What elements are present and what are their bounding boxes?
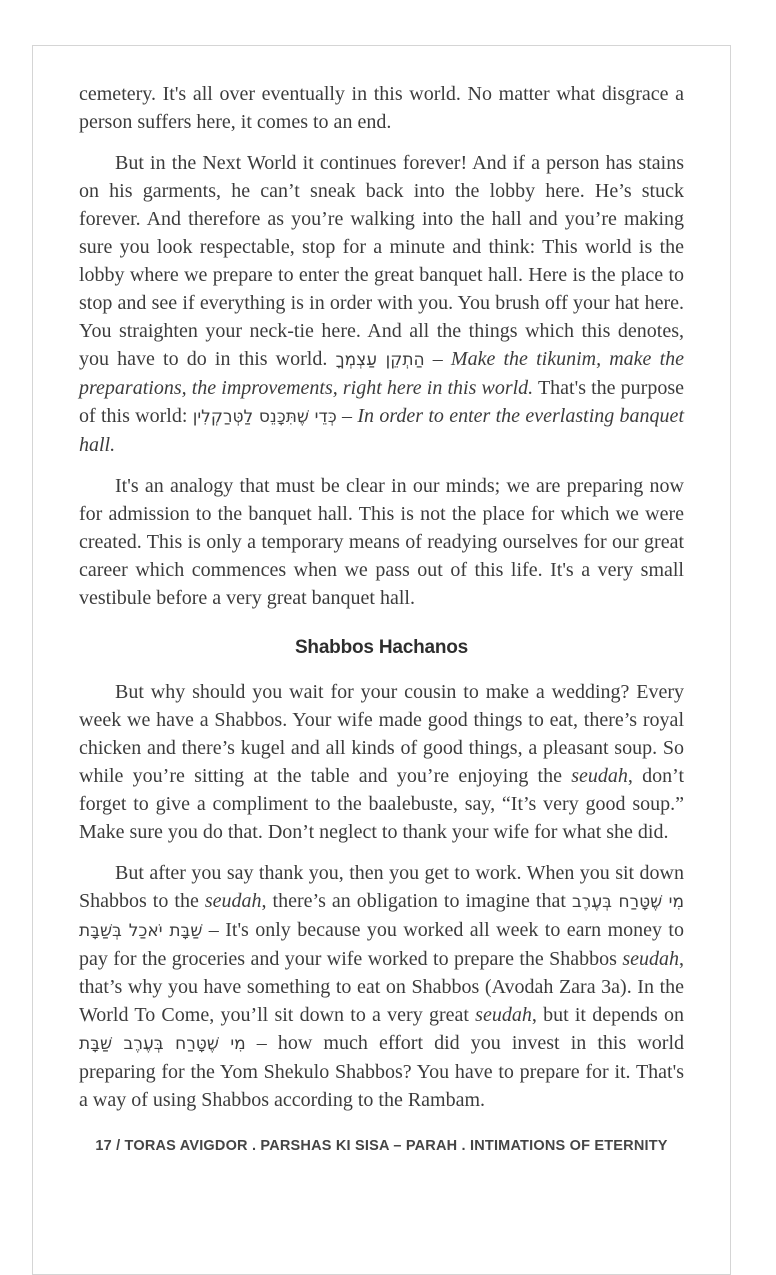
text-segment: seudah bbox=[571, 765, 628, 787]
text-segment: – how much effort did you invest in this world preparing for the Yom Shekulo Shabbos? You have to prepare for it. That's a way of using Shabbos according to the Rambam. bbox=[79, 1032, 685, 1111]
paragraph bbox=[79, 678, 684, 846]
book-page bbox=[32, 45, 731, 1275]
paragraph bbox=[79, 80, 684, 136]
text-segment: – bbox=[336, 405, 358, 427]
text-segment: But why should you wait for your cousin to make a wedding? Every week we have a Shabbos. Your wife made good things to eat, there’s royal chicken and there’s kugel and all kinds of good things, a pleasant soup. So while you’re sitting at the table and you’re enjoying the bbox=[79, 681, 684, 787]
paragraph bbox=[79, 472, 684, 612]
text-segment: seudah bbox=[475, 1004, 532, 1026]
text-segment: Make the tikunim, make the preparations, the improvements, right here in this world. bbox=[79, 348, 685, 399]
text-segment: That's the purpose of this world: bbox=[79, 377, 684, 427]
paragraph bbox=[79, 859, 684, 1114]
text-segment: , there’s an obligation to imagine that bbox=[261, 890, 572, 912]
text-segment: seudah bbox=[204, 890, 262, 912]
text-segment: – bbox=[424, 348, 451, 370]
paragraph bbox=[79, 149, 684, 459]
section-heading: Shabbos Hachanos bbox=[294, 637, 469, 658]
hebrew-phrase: הַתְקֵן עַצְמְךָ bbox=[335, 350, 425, 370]
text-segment: seudah bbox=[622, 948, 679, 970]
text-segment: , don’t forget to give a compliment to the baalebuste, say, “It’s very good soup.” Make sure you do that. Don’t neglect to thank your wife for what she did. bbox=[79, 765, 684, 843]
text-segment: – It's only because you worked all week to earn money to pay for the groceries and your wife worked to prepare the Shabbos bbox=[79, 919, 684, 970]
text-segment: , that’s why you have something to eat on Shabbos (Avodah Zara 3a). In the World To Come, you’ll sit down to a very great bbox=[79, 948, 684, 1026]
text-segment: , but it depends on bbox=[531, 1004, 685, 1026]
text-segment: But in the Next World it continues forever! And if a person has stains on his garments, he can’t sneak back into the lobby here. He’s stuck forever. And therefore as you’re walking into the hall and you’re making sure you look respectable, stop for a minute and think: This world is the lobby where we prepare to enter the great banquet hall. Here is the place to stop and see if everything is in order with you. You brush off your hat here. You straighten your neck-tie here. And all the things which this denotes, you have to do in this world. bbox=[79, 152, 684, 370]
text-segment: cemetery. It's all over eventually in this world. No matter what disgrace a person suffers here, it comes to an end. bbox=[79, 83, 684, 133]
text-segment: It's an analogy that must be clear in our minds; we are preparing now for admission to the banquet hall. This is not the place for which we were created. This is only a temporary means of readying ourselves for our great career which commences when we pass out of this life. It's a very small vestibule before a very great banquet hall. bbox=[79, 475, 684, 609]
hebrew-phrase: מִי שֶׁטָּרַח בְּעֶרֶב שַׁבָּת bbox=[79, 1034, 246, 1054]
hebrew-phrase: מִי שֶׁטָּרַח בְּעֶרֶב שַׁבָּת יֹאכַל בְּשַׁבָּת bbox=[79, 892, 684, 941]
article-body bbox=[79, 80, 684, 1114]
page-footer: 17 / TORAS AVIGDOR . PARSHAS KI SISA – PARAH . INTIMATIONS OF ETERNITY bbox=[95, 1138, 668, 1154]
text-segment: But after you say thank you, then you get to work. When you sit down Shabbos to the bbox=[79, 862, 684, 912]
text-segment: In order to enter the everlasting banquet hall. bbox=[79, 405, 684, 456]
hebrew-phrase: כְּדֵי שֶׁתִּכָּנֵס לַטְּרַקְלִין bbox=[192, 407, 337, 427]
